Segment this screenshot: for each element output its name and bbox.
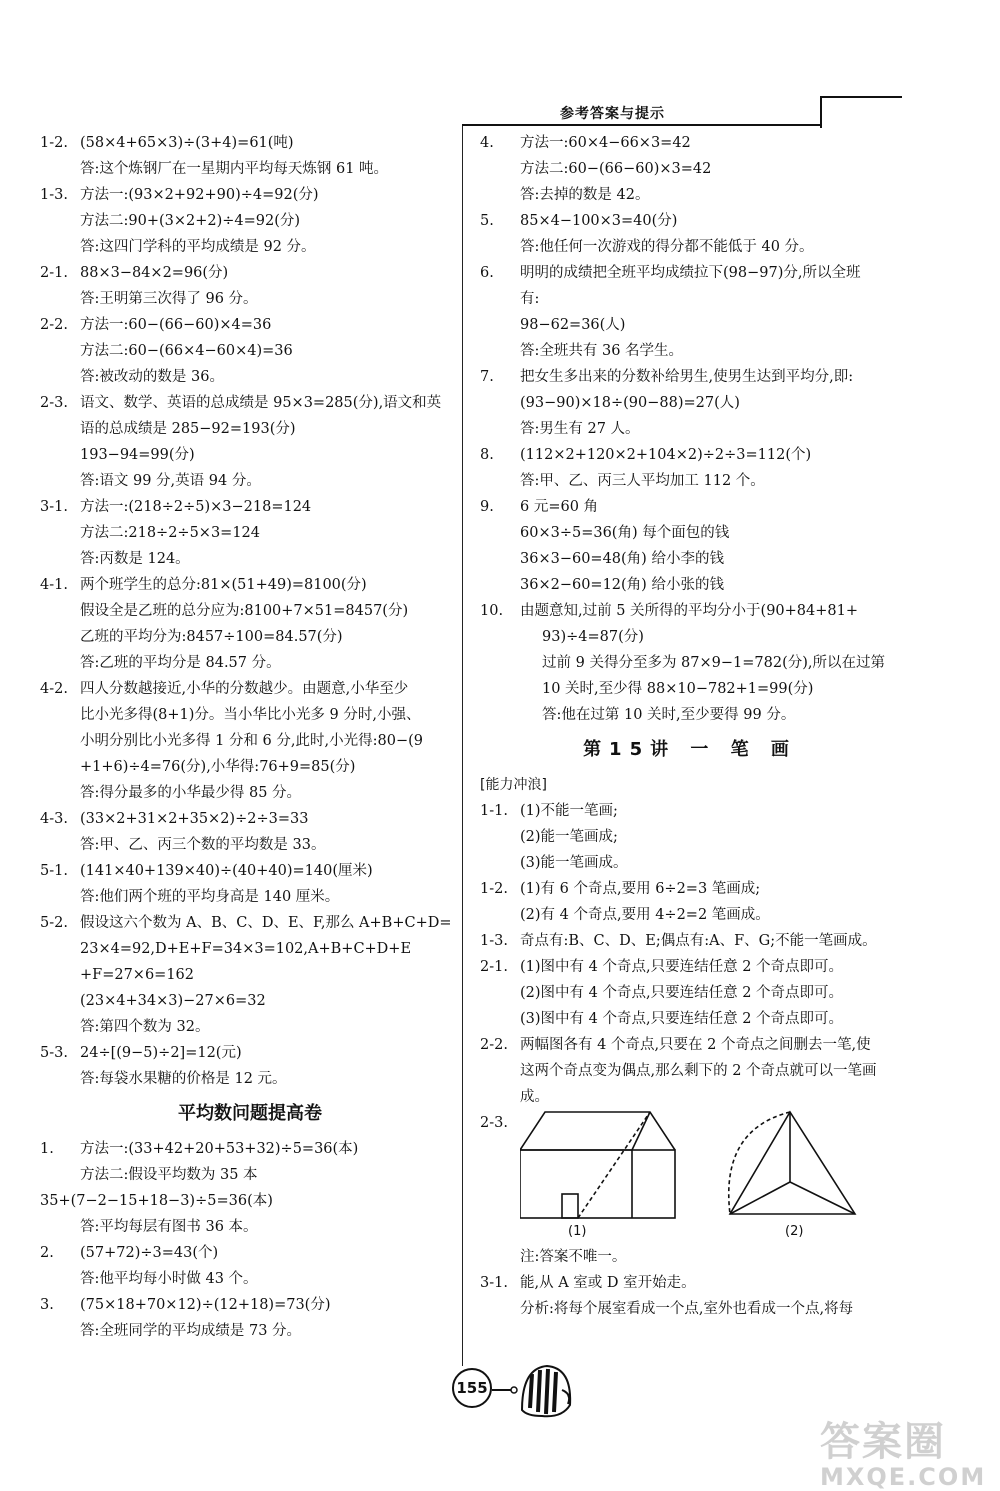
answer-text: (23×4+34×3)−27×6=32: [80, 993, 266, 1009]
column-divider: [462, 126, 463, 1366]
item-number: 9.: [480, 499, 494, 515]
answer-line: [40, 702, 460, 728]
figure-label-1: (1): [568, 1224, 587, 1239]
answer-line: [40, 988, 460, 1014]
item-number: 2-3.: [40, 395, 68, 411]
answer-line: [480, 702, 900, 728]
answer-text: 答:他们两个班的平均身高是 140 厘米。: [80, 889, 340, 905]
answer-text: (3)能一笔画成。: [520, 855, 628, 871]
answer-text: 注:答案不唯一。: [520, 1249, 627, 1265]
answer-line: [40, 962, 460, 988]
left-answers: [40, 130, 460, 1092]
house-figure: [520, 1112, 675, 1218]
left-column: [40, 130, 460, 1344]
item-number: 1-3.: [480, 933, 508, 949]
answer-line: [480, 824, 900, 850]
answer-text: 答:第四个数为 32。: [80, 1019, 210, 1035]
answer-text: 方法二:60−(66×4−60×4)=36: [80, 343, 293, 359]
answer-line: [480, 494, 900, 520]
item-number: 2.: [40, 1245, 54, 1261]
item-number: 1-2.: [40, 135, 68, 151]
answer-line: [480, 442, 900, 468]
item-number: 5-2.: [40, 915, 68, 931]
answer-text: 36×2−60=12(角) 给小张的钱: [520, 577, 724, 593]
answer-text: 把女生多出来的分数补给男生,使男生达到平均分,即:: [520, 369, 854, 385]
answer-text: 答:男生有 27 人。: [520, 421, 640, 437]
answer-text: 答:被改动的数是 36。: [80, 369, 224, 385]
item-number: 1.: [40, 1141, 54, 1157]
answer-line: [480, 676, 900, 702]
answer-line: [40, 1292, 460, 1318]
item-number: 1-3.: [40, 187, 68, 203]
answer-text: 答:他平均每小时做 43 个。: [80, 1271, 258, 1287]
figure-label-2: (2): [785, 1224, 804, 1239]
answer-text: 答:全班同学的平均成绩是 73 分。: [80, 1323, 302, 1339]
answer-text: 36×3−60=48(角) 给小李的钱: [520, 551, 724, 567]
answer-line: [40, 130, 460, 156]
answer-text: (3)图中有 4 个奇点,只要连结任意 2 个奇点即可。: [520, 1011, 844, 1027]
answer-text: 方法一:60−(66−60)×4=36: [80, 317, 272, 333]
item-number: 6.: [480, 265, 494, 281]
answer-text: 假设全是乙班的总分应为:8100+7×51=8457(分): [80, 603, 409, 619]
answer-line: [40, 1240, 460, 1266]
answer-line: [480, 312, 900, 338]
answer-line: [480, 1032, 900, 1058]
answer-text: (112×2+120×2+104×2)÷2÷3=112(个): [520, 447, 812, 463]
item-number: 2-2.: [480, 1037, 508, 1053]
answer-text: 答:甲、乙、丙三人平均加工 112 个。: [520, 473, 765, 489]
answer-line: [40, 572, 460, 598]
answer-text: 60×3÷5=36(角) 每个面包的钱: [520, 525, 730, 541]
answer-text: (1)不能一笔画;: [520, 803, 618, 819]
answer-text: 过前 9 关得分至多为 87×9−1=782(分),所以在过第: [542, 655, 886, 671]
answer-line: [480, 416, 900, 442]
answer-text: (1)有 6 个奇点,要用 6÷2=3 笔画成;: [520, 881, 761, 897]
answer-line: [40, 1066, 460, 1092]
answer-text: 答:王明第三次得了 96 分。: [80, 291, 258, 307]
answer-text: 答:丙数是 124。: [80, 551, 190, 567]
answer-line: [40, 442, 460, 468]
answer-line: [40, 884, 460, 910]
answer-line: [480, 520, 900, 546]
answer-text: 分析:将每个展室看成一个点,室外也看成一个点,将每: [520, 1301, 854, 1317]
answer-line: [40, 1188, 460, 1214]
answer-line: [480, 1244, 900, 1270]
answer-line: [480, 624, 900, 650]
answer-text: (2)图中有 4 个奇点,只要连结任意 2 个奇点即可。: [520, 985, 844, 1001]
answer-line: [480, 364, 900, 390]
answer-text: 这两个奇点变为偶点,那么剩下的 2 个奇点就可以一笔画: [520, 1063, 877, 1079]
answer-text: 语文、数学、英语的总成绩是 95×3=285(分),语文和英: [80, 395, 442, 411]
answer-line: [480, 928, 900, 954]
answer-line: [40, 338, 460, 364]
answer-line: [40, 624, 460, 650]
item-number: 10.: [480, 603, 504, 619]
answer-text: 方法一:60×4−66×3=42: [520, 135, 691, 151]
answer-text: 方法二:90+(3×2+2)÷4=92(分): [80, 213, 301, 229]
item-number: 4.: [480, 135, 494, 151]
figure-2-3: [480, 1110, 900, 1244]
watermark: [820, 1410, 986, 1491]
answer-text: 答:他在过第 10 关时,至少要得 99 分。: [542, 707, 796, 723]
answer-line: [480, 980, 900, 1006]
answer-line: [40, 858, 460, 884]
right-answers-2: [480, 798, 900, 1110]
answer-text: 24÷[(9−5)÷2]=12(元): [80, 1045, 242, 1061]
section-title-lecture15: 第15讲 一 笔 画: [583, 739, 797, 760]
section-title-average: 平均数问题提高卷: [178, 1103, 322, 1124]
answer-line: [40, 182, 460, 208]
answer-line: [40, 780, 460, 806]
answer-line: [40, 1214, 460, 1240]
answer-text: 答:乙班的平均分是 84.57 分。: [80, 655, 281, 671]
answer-text: (2)有 4 个奇点,要用 4÷2=2 笔画成。: [520, 907, 770, 923]
answer-text: 方法一:(218÷2÷5)×3−218=124: [80, 499, 312, 515]
answer-line: [40, 260, 460, 286]
item-number: 4-1.: [40, 577, 68, 593]
answer-text: 由题意知,过前 5 关所得的平均分小于(90+84+81+: [520, 603, 859, 619]
header-title: 参考答案与提示: [560, 106, 665, 122]
answer-line: [40, 208, 460, 234]
answer-line: [40, 598, 460, 624]
answer-line: [480, 286, 900, 312]
answer-line: [40, 1162, 460, 1188]
answer-line: [40, 1136, 460, 1162]
answer-line: [480, 208, 900, 234]
answer-line: [40, 494, 460, 520]
answer-line: [480, 1270, 900, 1296]
answer-line: [40, 1266, 460, 1292]
answer-text: (93−90)×18÷(90−88)=27(人): [520, 395, 740, 411]
answer-line: [40, 312, 460, 338]
answer-text: 两个班学生的总分:81×(51+49)=8100(分): [80, 577, 367, 593]
answer-line: [40, 1318, 460, 1344]
answer-line: [40, 728, 460, 754]
answer-line: [480, 1006, 900, 1032]
item-number: 3.: [40, 1297, 54, 1313]
answer-text: 答:这个炼钢厂在一星期内平均每天炼钢 61 吨。: [80, 161, 389, 177]
item-number: 1-1.: [480, 803, 508, 819]
item-number: 1-2.: [480, 881, 508, 897]
answer-text: 明明的成绩把全班平均成绩拉下(98−97)分,所以全班: [520, 265, 861, 281]
item-number: 2-1.: [480, 959, 508, 975]
answer-line: [40, 754, 460, 780]
right-answers-3: [480, 1244, 900, 1322]
answer-line: [40, 910, 460, 936]
answer-line: [40, 1014, 460, 1040]
answer-line: [40, 364, 460, 390]
page-decoration-icon: [492, 1360, 582, 1420]
answer-text: 成。: [520, 1089, 549, 1105]
answer-line: [480, 572, 900, 598]
answer-text: 35+(7−2−15+18−3)÷5=36(本): [40, 1193, 273, 1209]
answer-text: 假设这六个数为 A、B、C、D、E、F,那么 A+B+C+D=: [80, 915, 452, 931]
answer-text: 98−62=36(人): [520, 317, 626, 333]
answer-line: [40, 156, 460, 182]
house-and-triangle-figures: [520, 1110, 880, 1220]
answer-line: [480, 954, 900, 980]
watermark-url: MXQE.COM: [820, 1463, 987, 1491]
answer-text: 88×3−84×2=96(分): [80, 265, 229, 281]
ability-label: [能力冲浪]: [480, 777, 547, 793]
answer-line: [480, 468, 900, 494]
item-number: 5.: [480, 213, 494, 229]
answer-line: [40, 832, 460, 858]
header-rule: [462, 124, 820, 126]
triangle-figure: [729, 1112, 855, 1214]
answer-text: 答:得分最多的小华最少得 85 分。: [80, 785, 302, 801]
answer-line: [480, 650, 900, 676]
answer-text: 方法二:60−(66−60)×3=42: [520, 161, 712, 177]
right-answers: [480, 130, 900, 728]
answer-line: [480, 156, 900, 182]
answer-text: +F=27×6=162: [80, 967, 195, 983]
answer-line: [480, 1084, 900, 1110]
answer-line: [40, 234, 460, 260]
answer-line: [480, 182, 900, 208]
answer-text: 能,从 A 室或 D 室开始走。: [520, 1275, 696, 1291]
answer-text: 方法一:(33+42+20+53+32)÷5=36(本): [80, 1141, 359, 1157]
answer-text: 答:去掉的数是 42。: [520, 187, 650, 203]
answer-line: [40, 936, 460, 962]
answer-line: [480, 390, 900, 416]
answer-text: 23×4=92,D+E+F=34×3=102,A+B+C+D+E: [80, 941, 412, 957]
right-column: [480, 130, 900, 1322]
item-number: 5-1.: [40, 863, 68, 879]
answer-text: 答:平均每层有图书 36 本。: [80, 1219, 258, 1235]
answer-text: 10 关时,至少得 88×10−782+1=99(分): [542, 681, 814, 697]
answer-text: 有:: [520, 291, 540, 307]
answer-text: (141×40+139×40)÷(40+40)=140(厘米): [80, 863, 373, 879]
answer-line: [480, 902, 900, 928]
answer-line: [480, 876, 900, 902]
answer-text: 方法一:(93×2+92+90)÷4=92(分): [80, 187, 319, 203]
answer-line: [480, 338, 900, 364]
answer-text: 四人分数越接近,小华的分数越少。由题意,小华至少: [80, 681, 409, 697]
answer-line: [40, 416, 460, 442]
answer-line: [480, 1058, 900, 1084]
answer-line: [40, 546, 460, 572]
answer-line: [40, 806, 460, 832]
item-number: 4-3.: [40, 811, 68, 827]
answer-text: (2)能一笔画成;: [520, 829, 618, 845]
answer-text: 答:这四门学科的平均成绩是 92 分。: [80, 239, 316, 255]
item-number: 2-2.: [40, 317, 68, 333]
answer-text: 答:全班共有 36 名学生。: [520, 343, 684, 359]
answer-line: [480, 130, 900, 156]
answer-text: 两幅图各有 4 个奇点,只要在 2 个奇点之间删去一笔,使: [520, 1037, 871, 1053]
answer-text: 193−94=99(分): [80, 447, 195, 463]
answer-line: [480, 234, 900, 260]
answer-text: 乙班的平均分为:8457÷100=84.57(分): [80, 629, 343, 645]
page-number: 155: [452, 1368, 492, 1408]
answer-line: [40, 1040, 460, 1066]
answer-line: [40, 520, 460, 546]
answer-text: 答:语文 99 分,英语 94 分。: [80, 473, 261, 489]
answer-text: 语的总成绩是 285−92=193(分): [80, 421, 296, 437]
answer-line: [40, 468, 460, 494]
answer-line: [480, 798, 900, 824]
item-number: 5-3.: [40, 1045, 68, 1061]
answer-text: 奇点有:B、C、D、E;偶点有:A、F、G;不能一笔画成。: [520, 933, 877, 949]
answer-line: [480, 546, 900, 572]
left-answers-2: [40, 1136, 460, 1344]
answer-text: 比小光多得(8+1)分。当小华比小光多 9 分时,小强、: [80, 707, 421, 723]
answer-line: [40, 286, 460, 312]
answer-line: [40, 650, 460, 676]
item-number: 4-2.: [40, 681, 68, 697]
answer-line: [480, 260, 900, 286]
answer-text: +1+6)÷4=76(分),小华得:76+9=85(分): [80, 759, 356, 775]
answer-text: (57+72)÷3=43(个): [80, 1245, 219, 1261]
answer-text: 85×4−100×3=40(分): [520, 213, 678, 229]
item-number: 3-1.: [480, 1275, 508, 1291]
answer-line: [40, 676, 460, 702]
answer-line: [480, 1296, 900, 1322]
answer-text: 方法二:218÷2÷5×3=124: [80, 525, 261, 541]
watermark-logo-text: 答案圈: [820, 1419, 946, 1465]
answer-text: 答:甲、乙、丙三个数的平均数是 33。: [80, 837, 326, 853]
answer-line: [480, 598, 900, 624]
answer-text: (33×2+31×2+35×2)÷2÷3=33: [80, 811, 309, 827]
answer-text: 答:他任何一次游戏的得分都不能低于 40 分。: [520, 239, 814, 255]
header-tab-decoration: [820, 96, 902, 128]
answer-text: 答:每袋水果糖的价格是 12 元。: [80, 1071, 287, 1087]
answer-text: 方法二:假设平均数为 35 本: [80, 1167, 258, 1183]
answer-text: (58×4+65×3)÷(3+4)=61(吨): [80, 135, 294, 151]
answer-text: (75×18+70×12)÷(12+18)=73(分): [80, 1297, 331, 1313]
answer-text: 93)÷4=87(分): [542, 629, 644, 645]
answer-text: (1)图中有 4 个奇点,只要连结任意 2 个奇点即可。: [520, 959, 844, 975]
answer-line: [480, 850, 900, 876]
item-number: 7.: [480, 369, 494, 385]
figure-number: 2-3.: [480, 1115, 508, 1131]
answer-text: 6 元=60 角: [520, 499, 599, 515]
item-number: 2-1.: [40, 265, 68, 281]
answer-text: 小明分别比小光多得 1 分和 6 分,此时,小光得:80−(9: [80, 733, 423, 749]
item-number: 3-1.: [40, 499, 68, 515]
item-number: 8.: [480, 447, 494, 463]
answer-line: [40, 390, 460, 416]
